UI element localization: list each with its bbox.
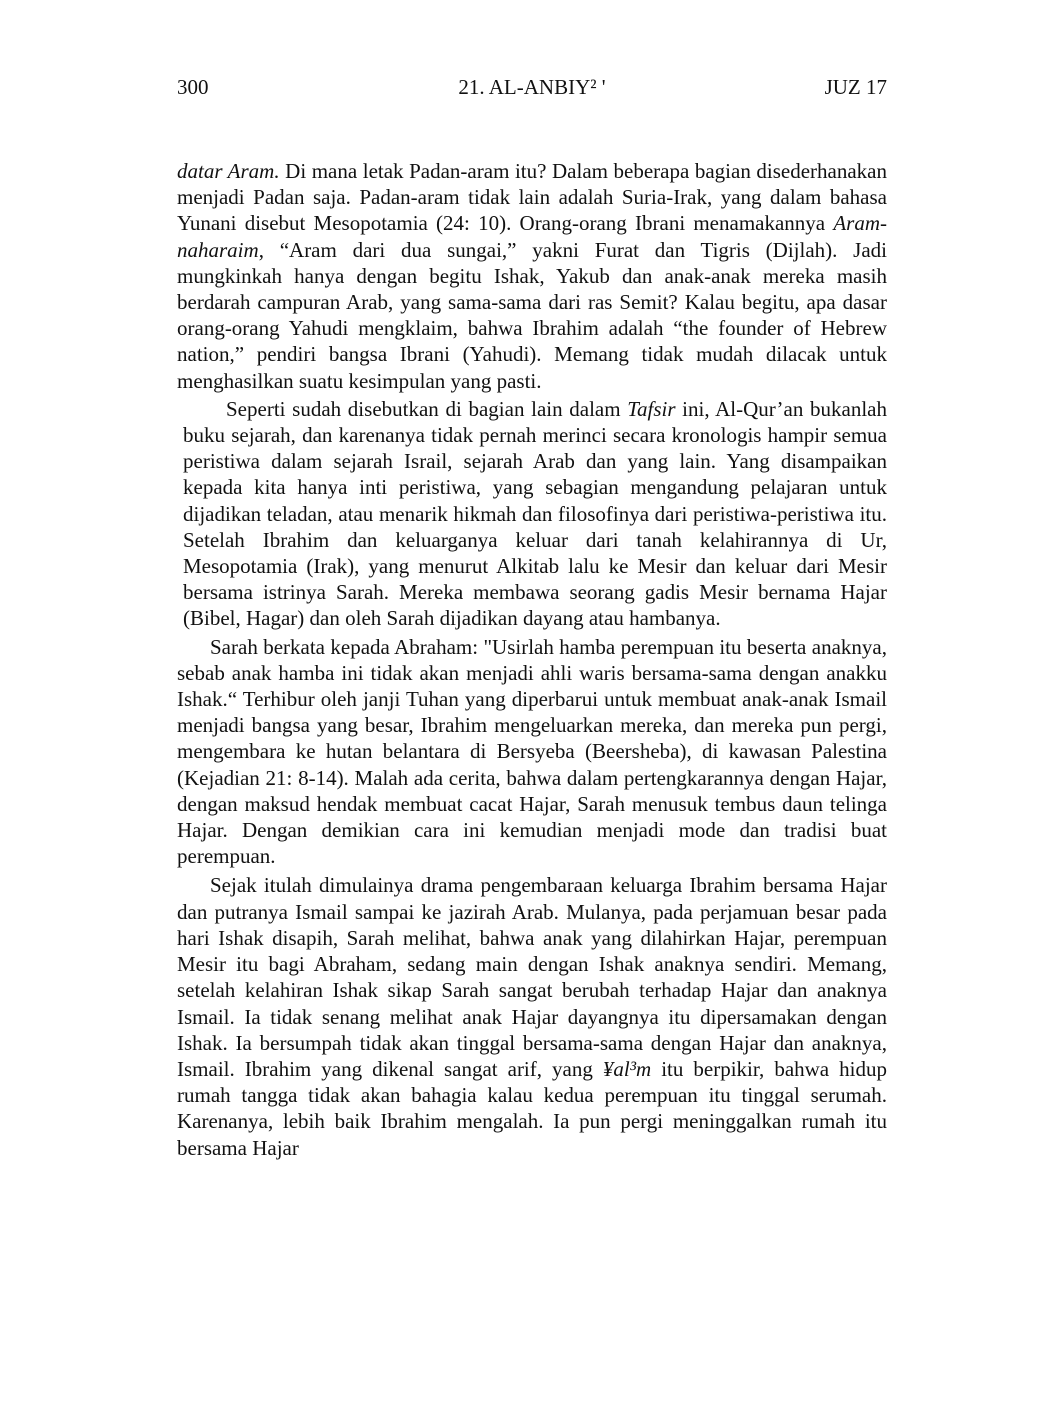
chapter-title: 21. AL-ANBIY² ' [458,75,606,99]
italic-phrase: datar Aram. [177,159,280,183]
italic-phrase: Aram-naharaim [177,211,887,262]
paragraph-3 [177,634,887,870]
text-run: Di mana letak Padan-aram itu? Dalam beberapa bagian disederhanakan menjadi Padan saja. Padan-aram tidak lain adalah Suria-Irak, yang dalam bahasa Yunani disebut Mesopotamia (24: 10). Orang-orang Ibrani menamakannya [177,159,887,236]
text-run: Sejak itulah dimulainya drama pengembaraan keluarga Ibrahim bersama Hajar dan putranya Ismail sampai ke jazirah Arab. Mulanya, pada perjamuan besar pada hari Ishak disapih, Sarah melihat, bahwa anak yang dilahirkan Hajar, perempuan Mesir itu bagi Abraham, sedang main dengan Ishak anaknya sendiri. Memang, setelah kelahiran Ishak sikap Sarah sangat berubah terhadap Hajar dan anaknya Ismail. Ia tidak senang melihat anak Hajar dayangnya itu dipersamakan dengan Ishak. Ia bersumpah tidak akan tinggal bersama-sama dengan Hajar dan anaknya, Ismail. Ibrahim yang dikenal sangat arif, yang [177,873,887,1081]
italic-phrase: ¥al³m [602,1056,652,1081]
text-run: itu berpikir, bahwa hidup rumah tangga tidak akan bahagia kalau kedua perempuan itu tinggal serumah. Karenanya, lebih baik Ibrahim mengalah. Ia pun pergi meninggalkan rumah itu bersama Hajar [177,1056,887,1160]
text-run: , “Aram dari dua sungai,” yakni Furat dan Tigris (Dijlah). Jadi mungkinkah hanya dengan begitu Ishak, Yakub dan anak-anak mereka masih berdarah campuran Arab, yang sama-sama dari ras Semit? Kalau begitu, apa dasar orang-orang Yahudi mengklaim, bahwa Ibrahim adalah “the founder of Hebrew nation,” pendiri bangsa Ibrani (Yahudi). Memang tidak mudah dilacak untuk menghasilkan suatu kesimpulan yang pasti. [177,237,887,393]
italic-phrase: Tafsir [627,396,676,421]
text-run: Sarah berkata kepada Abraham: "Usirlah hamba perempuan itu beserta anaknya, sebab anak hamba ini tidak akan menjadi ahli waris bersama-sama dengan anakku Ishak.“ Terhibur oleh janji Tuhan yang diperbarui untuk membuat anak-anak Ismail menjadi bangsa yang besar, Ibrahim mengeluarkan mereka, dan mereka pun pergi, mengembara ke hutan belantara di Bersyeba (Beersheba), di kawasan Palestina (Kejadian 21: 8-14). Malah ada cerita, bahwa dalam pertengkarannya dengan Hajar, dengan maksud hendak membuat cacat Hajar, Sarah menusuk tembus daun telinga Hajar. Dengan demikian cara ini kemudian menjadi mode dan tradisi buat perempuan. [177,634,887,869]
paragraph-4 [177,872,887,1160]
paragraph-1 [177,158,887,394]
page-number: 300 [177,75,209,99]
page-body [177,158,887,1161]
juz-label: JUZ 17 [824,75,887,99]
running-header [177,72,887,102]
text-run: ini, Al-Qur’an bukanlah buku sejarah, dan karenanya tidak pernah merinci secara kronologis hampir semua peristiwa dalam sejarah Israil, sejarah Arab dan yang lain. Yang disampaikan kepada kita hanya inti peristiwa, yang sebagian mengandung pelajaran untuk dijadikan teladan, atau menarik hikmah dan filosofinya dari peristiwa-peristiwa itu. Setelah Ibrahim dan keluarganya keluar dari tanah kelahirannya di Ur, Mesopotamia (Irak), yang menurut Alkitab lalu ke Mesir dan keluar dari Mesir bersama istrinya Sarah. Mereka membawa seorang gadis Mesir bernama Hajar (Bibel, Hagar) dan oleh Sarah dijadikan dayang atau hambanya. [183,396,887,631]
paragraph-2 [183,396,887,632]
text-run: Seperti sudah disebutkan di bagian lain dalam [226,396,628,421]
